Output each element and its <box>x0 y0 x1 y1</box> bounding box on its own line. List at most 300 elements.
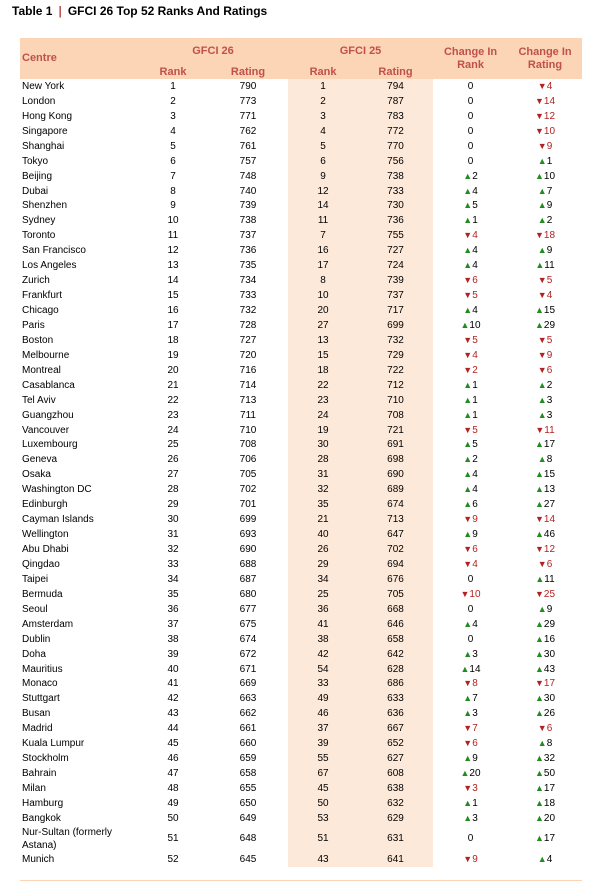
change-in-rating-cell <box>508 617 582 632</box>
change-value: 1 <box>472 394 478 406</box>
up-triangle-icon: ▲ <box>535 768 544 779</box>
centre-cell: Beijing <box>22 170 53 182</box>
change-in-rating-cell <box>508 273 582 288</box>
change-value: 7 <box>546 185 553 197</box>
gfci25-rank-cell: 53 <box>288 811 358 826</box>
rankings-table <box>20 38 582 867</box>
gfci25-rank-cell: 6 <box>288 154 358 169</box>
gfci25-rank-cell: 8 <box>288 273 358 288</box>
gfci25-rating-cell: 642 <box>358 647 433 662</box>
gfci26-rating-cell: 713 <box>239 394 257 406</box>
gfci25-rating-cell: 705 <box>358 587 433 602</box>
gfci25-rank-cell: 26 <box>288 542 358 557</box>
up-triangle-icon: ▲ <box>463 529 473 540</box>
change-value: 27 <box>543 499 556 511</box>
up-triangle-icon: ▲ <box>463 409 473 420</box>
gfci26-rating-header: Rating <box>208 64 288 79</box>
up-triangle-icon: ▲ <box>535 708 544 719</box>
table-row <box>20 751 582 766</box>
down-triangle-icon: ▼ <box>463 424 473 435</box>
gfci26-rating-cell: 649 <box>239 812 257 824</box>
gfci25-rating-cell: 686 <box>358 677 433 692</box>
table-row <box>20 811 582 826</box>
change-value: 5 <box>546 334 553 346</box>
gfci26-rank-cell: 7 <box>170 170 176 182</box>
change-value: 15 <box>543 469 556 481</box>
gfci26-rating-cell: 735 <box>239 260 257 272</box>
gfci25-rating-cell: 627 <box>358 751 433 766</box>
gfci26-rank-cell: 46 <box>167 753 179 765</box>
gfci25-rank-cell: 21 <box>288 512 358 527</box>
gfci26-rank-cell: 42 <box>167 693 179 705</box>
gfci25-rank-cell: 35 <box>288 497 358 512</box>
gfci25-rating-cell: 736 <box>358 213 433 228</box>
up-triangle-icon: ▲ <box>535 648 544 659</box>
change-value: 17 <box>543 678 556 690</box>
change-in-rating-cell <box>508 228 582 243</box>
table-row <box>20 691 582 706</box>
change-value: 30 <box>543 648 556 660</box>
change-value: 29 <box>543 319 556 331</box>
centre-cell: Dubai <box>22 185 49 197</box>
change-value: 6 <box>546 558 553 570</box>
gfci26-rating-cell: 702 <box>239 484 257 496</box>
change-in-rating-cell <box>508 213 582 228</box>
change-value: 9 <box>546 603 553 615</box>
gfci26-rank-cell: 26 <box>167 454 179 466</box>
down-triangle-icon: ▼ <box>537 349 547 360</box>
change-in-rating-cell <box>508 647 582 662</box>
gfci25-rank-cell: 4 <box>288 124 358 139</box>
change-value: 5 <box>472 424 478 436</box>
up-triangle-icon: ▲ <box>463 170 473 181</box>
centre-cell: Munich <box>22 853 55 865</box>
table-row <box>20 333 582 348</box>
up-triangle-icon: ▲ <box>463 439 473 450</box>
change-in-rating-cell <box>508 438 582 453</box>
down-triangle-icon: ▼ <box>537 364 547 375</box>
centre-cell: Doha <box>22 648 46 660</box>
change-value: 4 <box>472 245 478 257</box>
change-value: 7 <box>472 723 478 735</box>
gfci26-rank-cell: 1 <box>170 80 176 92</box>
change-in-rating-cell <box>508 677 582 692</box>
change-in-rating-cell <box>508 467 582 482</box>
centre-cell: Washington DC <box>22 484 92 496</box>
gfci25-rank-cell: 28 <box>288 452 358 467</box>
down-triangle-icon: ▼ <box>463 678 473 689</box>
change-value: 3 <box>546 394 553 406</box>
up-triangle-icon: ▲ <box>537 155 547 166</box>
down-triangle-icon: ▼ <box>463 290 473 301</box>
gfci26-rating-cell: 790 <box>239 80 257 92</box>
gfci26-rating-cell: 737 <box>239 230 257 242</box>
change-in-rank-cell <box>433 736 508 751</box>
gfci25-rank-cell: 20 <box>288 303 358 318</box>
change-in-rank-cell <box>433 602 508 617</box>
gfci26-rank-cell: 21 <box>167 379 179 391</box>
gfci25-rating-cell: 689 <box>358 482 433 497</box>
down-triangle-icon: ▼ <box>537 723 547 734</box>
table-row <box>20 154 582 169</box>
up-triangle-icon: ▲ <box>463 305 473 316</box>
gfci26-rank-cell: 23 <box>167 409 179 421</box>
table-row <box>20 363 582 378</box>
change-value: 9 <box>546 140 553 152</box>
centre-cell: Casablanca <box>22 379 75 391</box>
gfci26-rating-cell: 680 <box>239 588 257 600</box>
change-in-rank-cell <box>433 706 508 721</box>
change-value: 4 <box>546 290 553 302</box>
up-triangle-icon: ▲ <box>463 245 473 256</box>
change-in-rank-cell <box>433 617 508 632</box>
table-row <box>20 587 582 602</box>
table-row <box>20 677 582 692</box>
change-in-rank-cell <box>433 751 508 766</box>
gfci25-rank-cell: 32 <box>288 482 358 497</box>
table-row <box>20 124 582 139</box>
change-value: 0 <box>467 833 474 845</box>
gfci25-rank-cell: 40 <box>288 527 358 542</box>
down-triangle-icon: ▼ <box>463 723 473 734</box>
change-in-rank-cell <box>433 852 508 867</box>
table-caption: GFCI 26 Top 52 Ranks And Ratings <box>67 4 268 18</box>
gfci25-rating-cell: 717 <box>358 303 433 318</box>
change-value: 1 <box>472 797 478 809</box>
centre-cell: Los Angeles <box>22 260 77 272</box>
gfci25-rank-cell: 41 <box>288 617 358 632</box>
centre-cell: Busan <box>22 708 51 720</box>
gfci26-rating-cell: 660 <box>239 738 257 750</box>
gfci25-rating-cell: 702 <box>358 542 433 557</box>
table-row <box>20 497 582 512</box>
centre-cell: Bermuda <box>22 588 63 600</box>
change-in-rank-cell <box>433 572 508 587</box>
change-in-rank-cell <box>433 826 508 852</box>
change-value: 15 <box>543 305 556 317</box>
gfci26-rank-cell: 52 <box>167 853 179 865</box>
change-value: 26 <box>543 708 556 720</box>
gfci25-rating-cell: 646 <box>358 617 433 632</box>
change-value: 50 <box>543 768 556 780</box>
table-row <box>20 542 582 557</box>
table-row <box>20 736 582 751</box>
change-in-rank-cell <box>433 482 508 497</box>
centre-cell: Melbourne <box>22 349 70 361</box>
gfci25-rating-cell: 721 <box>358 423 433 438</box>
change-in-rank-cell <box>433 184 508 199</box>
table-title <box>12 4 267 18</box>
gfci25-rank-cell: 27 <box>288 318 358 333</box>
gfci26-rating-cell: 687 <box>239 573 257 585</box>
gfci25-rank-cell: 43 <box>288 852 358 867</box>
gfci25-rating-cell: 641 <box>358 852 433 867</box>
centre-header: Centre <box>20 38 138 79</box>
down-triangle-icon: ▼ <box>463 275 473 286</box>
centre-cell: Stuttgart <box>22 693 60 705</box>
change-in-rating-cell <box>508 288 582 303</box>
up-triangle-icon: ▲ <box>535 783 544 794</box>
up-triangle-icon: ▲ <box>463 200 473 211</box>
gfci25-rank-cell: 1 <box>288 79 358 94</box>
change-value: 3 <box>472 708 478 720</box>
change-in-rating-cell <box>508 184 582 199</box>
change-value: 17 <box>543 833 556 845</box>
up-triangle-icon: ▲ <box>463 469 473 480</box>
change-in-rating-cell <box>508 482 582 497</box>
gfci26-rank-cell: 3 <box>170 110 176 122</box>
gfci25-rating-cell: 658 <box>358 632 433 647</box>
down-triangle-icon: ▼ <box>463 783 473 794</box>
change-value: 8 <box>546 738 553 750</box>
gfci26-rank-cell: 15 <box>167 290 179 302</box>
gfci26-rating-cell: 736 <box>239 245 257 257</box>
change-in-rank-cell <box>433 124 508 139</box>
gfci25-rating-cell: 710 <box>358 393 433 408</box>
change-value: 4 <box>472 349 478 361</box>
change-value: 4 <box>472 185 478 197</box>
gfci26-rank-cell: 40 <box>167 663 179 675</box>
gfci26-rating-cell: 699 <box>239 514 257 526</box>
change-value: 0 <box>467 140 474 152</box>
change-value: 14 <box>543 514 556 526</box>
gfci25-rating-cell: 708 <box>358 408 433 423</box>
change-value: 9 <box>472 514 478 526</box>
change-in-rating-cell <box>508 318 582 333</box>
table-row <box>20 512 582 527</box>
change-value: 0 <box>467 80 474 92</box>
change-value: 0 <box>467 95 474 107</box>
change-in-rating-cell <box>508 766 582 781</box>
change-in-rank-cell <box>433 512 508 527</box>
gfci26-rank-cell: 41 <box>167 678 179 690</box>
gfci25-rating-cell: 690 <box>358 467 433 482</box>
gfci25-rank-cell: 33 <box>288 677 358 692</box>
change-value: 10 <box>543 170 556 182</box>
down-triangle-icon: ▼ <box>463 558 473 569</box>
up-triangle-icon: ▲ <box>535 812 544 823</box>
change-in-rank-cell <box>433 542 508 557</box>
gfci26-rating-cell: 773 <box>239 95 257 107</box>
change-in-rank-cell <box>433 796 508 811</box>
gfci26-rank-cell: 44 <box>167 723 179 735</box>
up-triangle-icon: ▲ <box>537 409 547 420</box>
up-triangle-icon: ▲ <box>463 693 473 704</box>
gfci25-rating-cell: 668 <box>358 602 433 617</box>
gfci25-rating-cell: 652 <box>358 736 433 751</box>
up-triangle-icon: ▲ <box>463 753 473 764</box>
gfci26-rating-cell: 671 <box>239 663 257 675</box>
gfci25-rank-cell: 54 <box>288 662 358 677</box>
change-value: 17 <box>543 439 556 451</box>
change-value: 4 <box>472 558 478 570</box>
table-row <box>20 258 582 273</box>
gfci25-rank-cell: 37 <box>288 721 358 736</box>
header-row-top <box>20 38 582 64</box>
gfci25-rank-cell: 67 <box>288 766 358 781</box>
down-triangle-icon: ▼ <box>535 544 544 555</box>
centre-cell: Seoul <box>22 603 48 615</box>
change-in-rank-cell <box>433 139 508 154</box>
centre-cell: Sydney <box>22 215 56 227</box>
change-value: 4 <box>546 853 553 865</box>
gfci26-rating-cell: 720 <box>239 349 257 361</box>
centre-cell: Chicago <box>22 305 59 317</box>
up-triangle-icon: ▲ <box>537 200 547 211</box>
up-triangle-icon: ▲ <box>535 797 544 808</box>
centre-cell: Dublin <box>22 633 51 645</box>
gfci26-rank-cell: 51 <box>167 833 179 845</box>
gfci25-rating-cell: 698 <box>358 452 433 467</box>
gfci25-rating-header: Rating <box>358 64 433 79</box>
change-value: 8 <box>546 454 553 466</box>
gfci25-rating-cell: 632 <box>358 796 433 811</box>
up-triangle-icon: ▲ <box>463 618 473 629</box>
change-in-rating-cell <box>508 258 582 273</box>
centre-cell: Cayman Islands <box>22 514 94 526</box>
change-value: 5 <box>472 334 478 346</box>
change-value: 4 <box>472 469 478 481</box>
change-in-rating-cell <box>508 169 582 184</box>
up-triangle-icon: ▲ <box>463 215 473 226</box>
up-triangle-icon: ▲ <box>460 319 470 330</box>
up-triangle-icon: ▲ <box>537 185 547 196</box>
change-in-rank-cell <box>433 452 508 467</box>
change-in-rating-cell <box>508 662 582 677</box>
gfci25-rating-cell: 608 <box>358 766 433 781</box>
centre-cell: Madrid <box>22 723 53 735</box>
change-value: 5 <box>472 290 478 302</box>
gfci26-rating-cell: 716 <box>239 364 257 376</box>
up-triangle-icon: ▲ <box>535 260 545 271</box>
gfci25-rank-header: Rank <box>288 64 358 79</box>
centre-cell: Hong Kong <box>22 110 73 122</box>
table-row <box>20 139 582 154</box>
change-in-rank-cell <box>433 79 508 94</box>
change-value: 9 <box>546 349 553 361</box>
change-in-rating-cell <box>508 139 582 154</box>
change-in-rating-cell <box>508 527 582 542</box>
gfci26-rating-cell: 738 <box>239 215 257 227</box>
change-in-rating-cell <box>508 303 582 318</box>
change-in-rating-cell <box>508 796 582 811</box>
gfci25-rank-cell: 22 <box>288 378 358 393</box>
table-row <box>20 94 582 109</box>
change-in-rating-cell <box>508 557 582 572</box>
centre-cell: Kuala Lumpur <box>22 738 85 750</box>
change-value: 46 <box>543 529 556 541</box>
up-triangle-icon: ▲ <box>535 499 544 510</box>
up-triangle-icon: ▲ <box>463 454 473 465</box>
change-value: 29 <box>543 618 556 630</box>
gfci26-rank-cell: 39 <box>167 648 179 660</box>
change-in-rank-cell <box>433 721 508 736</box>
gfci25-rating-cell: 712 <box>358 378 433 393</box>
gfci26-rating-cell: 710 <box>239 424 257 436</box>
change-in-rank-cell <box>433 378 508 393</box>
gfci25-header: GFCI 25 <box>288 38 433 64</box>
down-triangle-icon: ▼ <box>537 80 547 91</box>
change-value: 11 <box>544 424 555 436</box>
gfci25-rating-cell: 733 <box>358 184 433 199</box>
gfci26-rank-cell: 14 <box>167 275 179 287</box>
up-triangle-icon: ▲ <box>463 484 473 495</box>
gfci25-rating-cell: 628 <box>358 662 433 677</box>
table-row <box>20 213 582 228</box>
table-row <box>20 452 582 467</box>
change-in-rank-cell <box>433 303 508 318</box>
change-in-rank-cell <box>433 408 508 423</box>
centre-cell: London <box>22 95 56 107</box>
change-in-rank-cell <box>433 333 508 348</box>
table-row <box>20 602 582 617</box>
change-value: 4 <box>546 80 553 92</box>
gfci26-rank-cell: 22 <box>167 394 179 406</box>
up-triangle-icon: ▲ <box>535 469 544 480</box>
gfci25-rating-cell: 756 <box>358 154 433 169</box>
change-value: 43 <box>543 663 556 675</box>
up-triangle-icon: ▲ <box>535 305 544 316</box>
change-in-rating-cell <box>508 852 582 867</box>
gfci26-rank-cell: 34 <box>167 573 179 585</box>
table-row <box>20 852 582 867</box>
gfci25-rating-cell: 770 <box>358 139 433 154</box>
centre-cell: Bahrain <box>22 768 57 780</box>
change-in-rating-cell <box>508 691 582 706</box>
gfci26-header: GFCI 26 <box>138 38 288 64</box>
gfci25-rating-cell: 647 <box>358 527 433 542</box>
change-value: 0 <box>467 155 474 167</box>
down-triangle-icon: ▼ <box>535 230 544 241</box>
down-triangle-icon: ▼ <box>535 110 544 121</box>
down-triangle-icon: ▼ <box>463 364 473 375</box>
change-value: 3 <box>546 409 553 421</box>
gfci25-rating-cell: 694 <box>358 557 433 572</box>
change-value: 11 <box>544 260 555 272</box>
up-triangle-icon: ▲ <box>537 379 547 390</box>
gfci25-rank-cell: 12 <box>288 184 358 199</box>
change-in-rating-cell <box>508 124 582 139</box>
change-value: 2 <box>472 364 478 376</box>
change-in-rank-cell <box>433 273 508 288</box>
gfci26-rank-cell: 19 <box>167 349 179 361</box>
change-in-rank-cell <box>433 393 508 408</box>
change-in-rating-cell <box>508 423 582 438</box>
gfci26-rating-cell: 655 <box>239 783 257 795</box>
change-value: 30 <box>543 693 556 705</box>
up-triangle-icon: ▲ <box>463 379 473 390</box>
gfci25-rank-cell: 11 <box>288 213 358 228</box>
table-row <box>20 647 582 662</box>
change-in-rank-cell <box>433 348 508 363</box>
change-value: 4 <box>472 260 478 272</box>
gfci26-rating-cell: 761 <box>239 140 257 152</box>
gfci26-rank-cell: 28 <box>167 484 179 496</box>
down-triangle-icon: ▼ <box>537 275 547 286</box>
down-triangle-icon: ▼ <box>535 514 544 525</box>
down-triangle-icon: ▼ <box>463 853 473 864</box>
centre-cell: Abu Dhabi <box>22 544 69 556</box>
change-in-rank-cell <box>433 199 508 214</box>
gfci26-rating-cell: 708 <box>239 439 257 451</box>
gfci26-rating-cell: 648 <box>239 833 257 845</box>
change-value: 12 <box>543 544 556 556</box>
gfci26-rating-cell: 675 <box>239 618 257 630</box>
down-triangle-icon: ▼ <box>535 588 544 599</box>
change-in-rank-cell <box>433 527 508 542</box>
centre-cell: Singapore <box>22 125 68 137</box>
gfci26-rank-cell: 38 <box>167 633 179 645</box>
